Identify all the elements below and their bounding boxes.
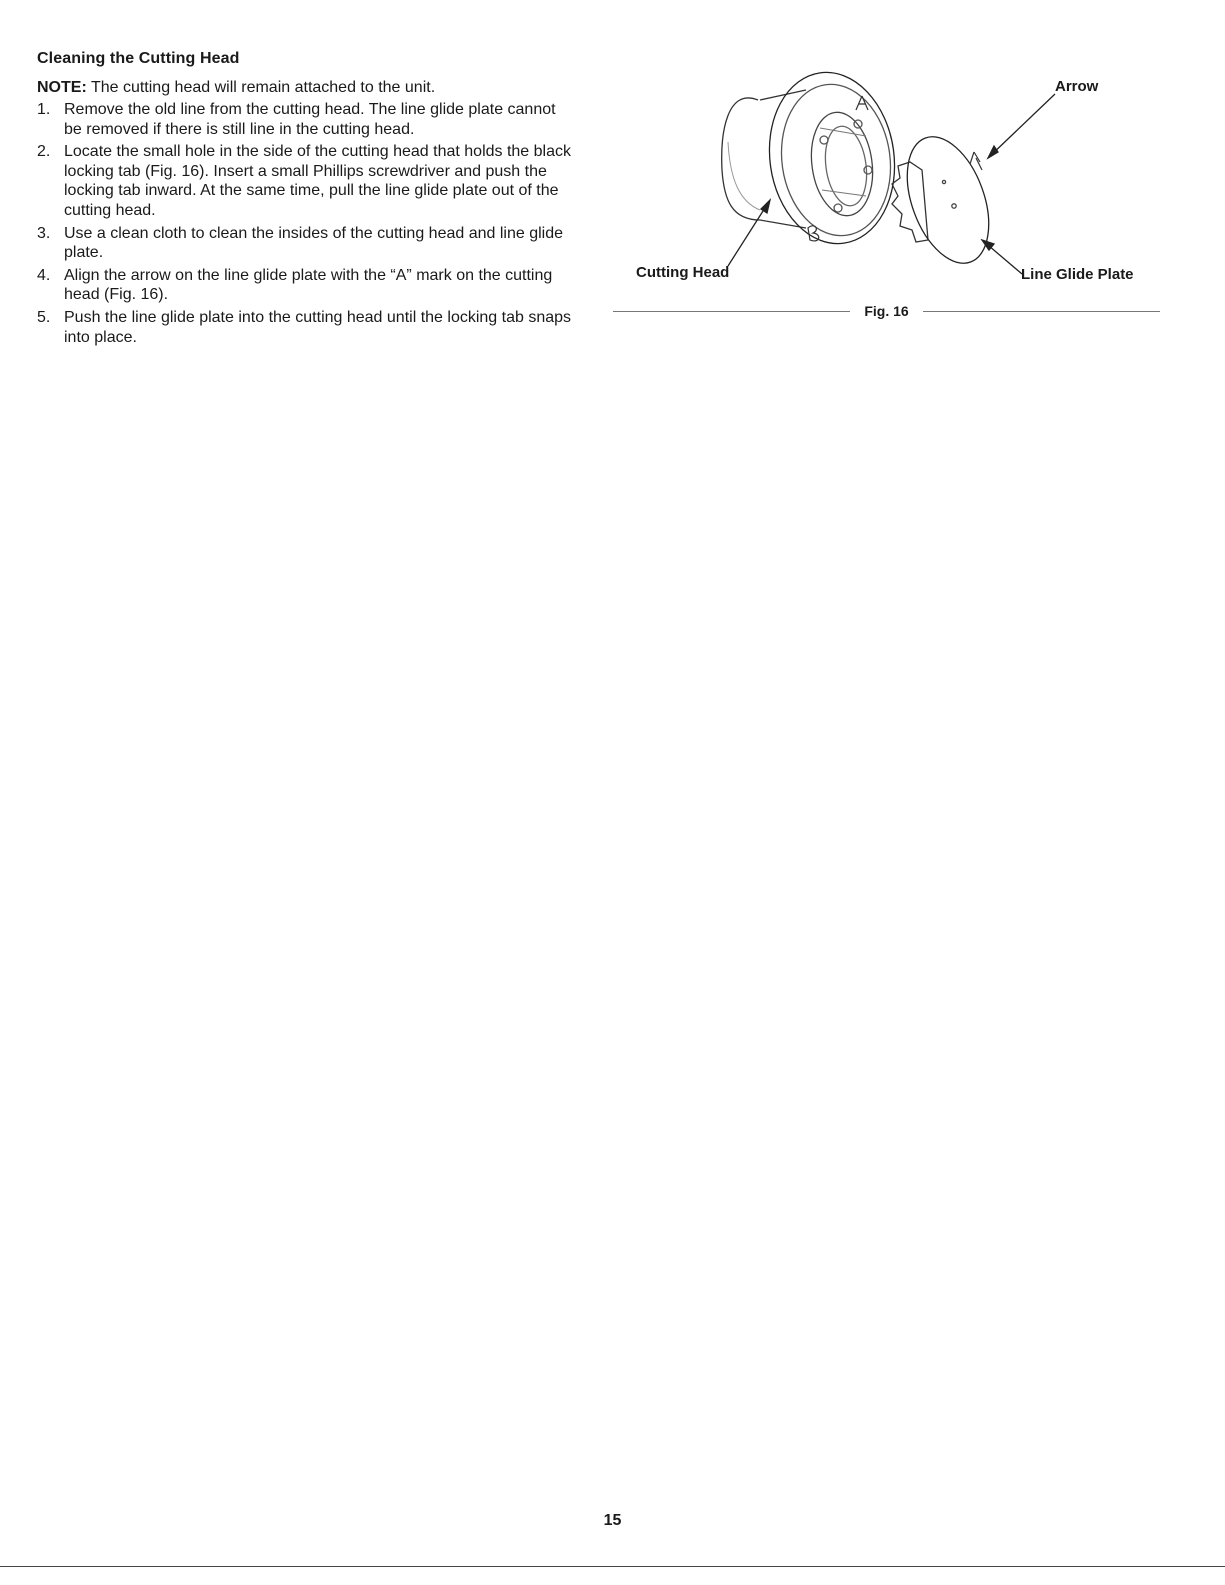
step-text: Align the arrow on the line glide plate with the “A” mark on the cutting head (Fig. 16). <box>64 266 553 304</box>
caption-rule-left <box>613 311 850 312</box>
list-item <box>37 308 577 347</box>
cutting-head-illustration <box>610 70 1170 330</box>
step-number: 5. <box>37 308 51 326</box>
figure-16 <box>610 70 1170 330</box>
step-number: 4. <box>37 266 51 284</box>
step-text: Remove the old line from the cutting head. The line glide plate cannot be removed if there is still line in the cutting head. <box>64 101 556 138</box>
callout-cutting-head: Cutting Head <box>636 264 730 281</box>
callout-arrow: Arrow <box>1055 78 1099 95</box>
caption-rule-right <box>923 311 1160 312</box>
step-number: 2. <box>37 143 51 161</box>
figure-caption: Fig. 16 <box>864 303 909 319</box>
figure-caption-row <box>613 300 1160 322</box>
note-lead: NOTE: <box>37 79 87 96</box>
list-item <box>37 266 577 305</box>
section-title: Cleaning the Cutting Head <box>37 50 240 67</box>
step-text: Locate the small hole in the side of the cutting head that holds the black locking tab (Fig. 16). Insert a small Phillips screwdriver and push the locking tab inward. At the same time, pull the line glide plate out of the cutting head. <box>64 143 571 219</box>
step-text: Push the line glide plate into the cutting head until the locking tab snaps into place. <box>64 308 572 346</box>
list-item <box>37 142 577 220</box>
list-item <box>37 224 577 263</box>
steps-list <box>37 100 577 350</box>
note-text: The cutting head will remain attached to the unit. <box>86 79 436 96</box>
step-number: 1. <box>37 101 51 118</box>
page-number: 15 <box>603 1512 622 1529</box>
step-text: Use a clean cloth to clean the insides of the cutting head and line glide plate. <box>64 224 563 262</box>
callout-line-glide-plate: Line Glide Plate <box>1021 266 1134 283</box>
note <box>37 78 577 98</box>
list-item <box>37 100 577 139</box>
bottom-rule <box>0 1566 1225 1567</box>
step-number: 3. <box>37 224 51 242</box>
